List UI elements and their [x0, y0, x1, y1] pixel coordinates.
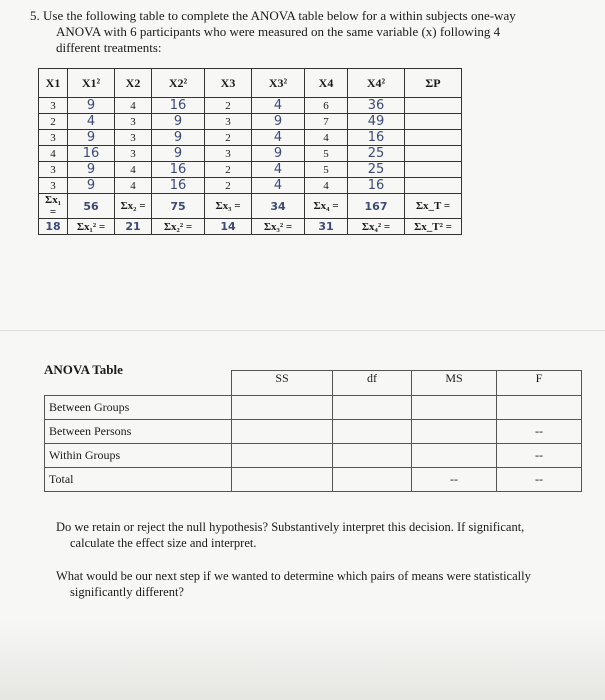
table-row — [39, 146, 462, 162]
cell-x2-sq: 16 — [152, 98, 205, 114]
anova-cell-df[interactable] — [333, 468, 412, 492]
anova-header-row — [45, 371, 582, 396]
cell-x3: 3 — [205, 146, 252, 162]
anova-cell-f: -- — [497, 420, 582, 444]
cell-x3-sq: 4 — [252, 98, 305, 114]
question-retain-line-2: calculate the effect size and interpret. — [70, 536, 257, 550]
sum-sq-row — [39, 219, 462, 235]
anova-header-ss: SS — [232, 371, 333, 396]
cell-x2-sq: 16 — [152, 162, 205, 178]
anova-header-f: F — [497, 371, 582, 396]
cell-x1: 4 — [39, 146, 68, 162]
section-divider — [0, 330, 605, 331]
cell-x4: 5 — [305, 162, 348, 178]
sum-sq-first-value: 18 — [39, 219, 68, 235]
anova-cell-ms[interactable] — [412, 420, 497, 444]
cell-x4-sq: 36 — [348, 98, 405, 114]
cell-x2: 3 — [115, 114, 152, 130]
sum-x3-value: 34 — [252, 194, 305, 219]
cell-x2-sq: 9 — [152, 114, 205, 130]
sum-xt-label: Σx_T = — [405, 194, 462, 219]
cell-x1-sq: 9 — [68, 178, 115, 194]
anova-cell-ss[interactable] — [232, 396, 333, 420]
cell-x3-sq: 4 — [252, 178, 305, 194]
anova-cell-ms[interactable] — [412, 444, 497, 468]
anova-row — [45, 468, 582, 492]
sum-sq-xt-label: Σx_T² = — [405, 219, 462, 235]
cell-x1: 3 — [39, 130, 68, 146]
sum-x3-label: Σx₃ = — [205, 194, 252, 219]
cell-x2-sq: 9 — [152, 146, 205, 162]
cell-sum-p — [405, 130, 462, 146]
anova-cell-df[interactable] — [333, 444, 412, 468]
data-table-header — [39, 69, 462, 98]
sum-sq-x3-label: Σx₃² = — [252, 219, 305, 235]
cell-x2-sq: 9 — [152, 130, 205, 146]
question-line-3: different treatments: — [56, 40, 162, 55]
data-table — [38, 68, 462, 235]
sum-x1-label: Σx₁ = — [39, 194, 68, 219]
anova-cell-ss[interactable] — [232, 420, 333, 444]
sum-sq-x1-label: Σx₁² = — [68, 219, 115, 235]
table-row — [39, 114, 462, 130]
cell-x4-sq: 25 — [348, 146, 405, 162]
anova-row — [45, 444, 582, 468]
cell-x3: 3 — [205, 114, 252, 130]
anova-header-ms: MS — [412, 371, 497, 396]
cell-x4: 6 — [305, 98, 348, 114]
cell-x1-sq: 9 — [68, 162, 115, 178]
cell-x4-sq: 16 — [348, 130, 405, 146]
page-bottom-shade — [0, 620, 605, 700]
cell-x1: 3 — [39, 98, 68, 114]
cell-x1: 3 — [39, 162, 68, 178]
header-x3: X3 — [205, 69, 252, 98]
sum-sq-x1-value: 21 — [115, 219, 152, 235]
question-line-2: ANOVA with 6 participants who were measured on the same variable (x) following 4 — [56, 24, 501, 39]
question-next-step — [56, 568, 576, 600]
cell-x4: 4 — [305, 178, 348, 194]
cell-x1-sq: 9 — [68, 98, 115, 114]
anova-row — [45, 396, 582, 420]
header-x1-sq: X1² — [68, 69, 115, 98]
anova-cell-df[interactable] — [333, 420, 412, 444]
cell-x3: 2 — [205, 162, 252, 178]
header-x2-sq: X2² — [152, 69, 205, 98]
anova-cell-ms: -- — [412, 468, 497, 492]
sum-row — [39, 194, 462, 219]
header-x4: X4 — [305, 69, 348, 98]
anova-cell-ms[interactable] — [412, 396, 497, 420]
cell-x4: 5 — [305, 146, 348, 162]
cell-x2: 3 — [115, 146, 152, 162]
header-x3-sq: X3² — [252, 69, 305, 98]
cell-x2: 4 — [115, 178, 152, 194]
sum-x2-label: Σx₂ = — [115, 194, 152, 219]
cell-x3-sq: 4 — [252, 162, 305, 178]
cell-x2-sq: 16 — [152, 178, 205, 194]
cell-x3: 2 — [205, 178, 252, 194]
table-row — [39, 178, 462, 194]
header-sum-p: ΣP — [405, 69, 462, 98]
anova-header-df: df — [333, 371, 412, 396]
anova-table — [44, 370, 582, 492]
cell-x4-sq: 16 — [348, 178, 405, 194]
question-retain-reject — [56, 519, 576, 551]
table-row — [39, 162, 462, 178]
anova-row-label: Between Persons — [45, 420, 232, 444]
cell-x4: 7 — [305, 114, 348, 130]
cell-x1-sq: 16 — [68, 146, 115, 162]
cell-x3-sq: 4 — [252, 130, 305, 146]
cell-x3: 2 — [205, 98, 252, 114]
anova-cell-ss[interactable] — [232, 468, 333, 492]
sum-sq-x4-label: Σx₄² = — [348, 219, 405, 235]
anova-header-blank — [45, 371, 232, 396]
sum-sq-x3-value: 31 — [305, 219, 348, 235]
sum-x4-value: 167 — [348, 194, 405, 219]
cell-x3: 2 — [205, 130, 252, 146]
anova-row-label: Within Groups — [45, 444, 232, 468]
cell-sum-p — [405, 114, 462, 130]
header-x2: X2 — [115, 69, 152, 98]
anova-cell-f: -- — [497, 444, 582, 468]
question-retain-line-1: Do we retain or reject the null hypothesis? Substantively interpret this decision. If significant, — [56, 520, 525, 534]
question-next-line-2: significantly different? — [70, 585, 184, 599]
anova-row-label: Total — [45, 468, 232, 492]
sum-x2-value: 75 — [152, 194, 205, 219]
sum-sq-x2-value: 14 — [205, 219, 252, 235]
sum-x4-label: Σx₄ = — [305, 194, 348, 219]
cell-sum-p — [405, 162, 462, 178]
cell-x3-sq: 9 — [252, 146, 305, 162]
cell-x2: 4 — [115, 162, 152, 178]
anova-cell-f: -- — [497, 468, 582, 492]
anova-cell-ss[interactable] — [232, 444, 333, 468]
sum-sq-x2-label: Σx₂² = — [152, 219, 205, 235]
anova-row — [45, 420, 582, 444]
cell-sum-p — [405, 178, 462, 194]
cell-x1: 2 — [39, 114, 68, 130]
question-line-1: 5. Use the following table to complete the ANOVA table below for a within subjects one-way — [30, 8, 516, 23]
table-row — [39, 98, 462, 114]
anova-cell-f[interactable] — [497, 396, 582, 420]
header-x1: X1 — [39, 69, 68, 98]
cell-sum-p — [405, 146, 462, 162]
cell-sum-p — [405, 98, 462, 114]
sum-x1-value: 56 — [68, 194, 115, 219]
question-5 — [30, 8, 590, 56]
question-next-line-1: What would be our next step if we wanted to determine which pairs of means were statistically — [56, 569, 531, 583]
header-x4-sq: X4² — [348, 69, 405, 98]
cell-x1-sq: 4 — [68, 114, 115, 130]
cell-x4-sq: 49 — [348, 114, 405, 130]
cell-x1-sq: 9 — [68, 130, 115, 146]
cell-x2: 4 — [115, 98, 152, 114]
cell-x4-sq: 25 — [348, 162, 405, 178]
anova-title: ANOVA Table — [44, 362, 123, 377]
anova-cell-df[interactable] — [333, 396, 412, 420]
cell-x4: 4 — [305, 130, 348, 146]
cell-x1: 3 — [39, 178, 68, 194]
cell-x3-sq: 9 — [252, 114, 305, 130]
cell-x2: 3 — [115, 130, 152, 146]
table-row — [39, 130, 462, 146]
anova-row-label: Between Groups — [45, 396, 232, 420]
